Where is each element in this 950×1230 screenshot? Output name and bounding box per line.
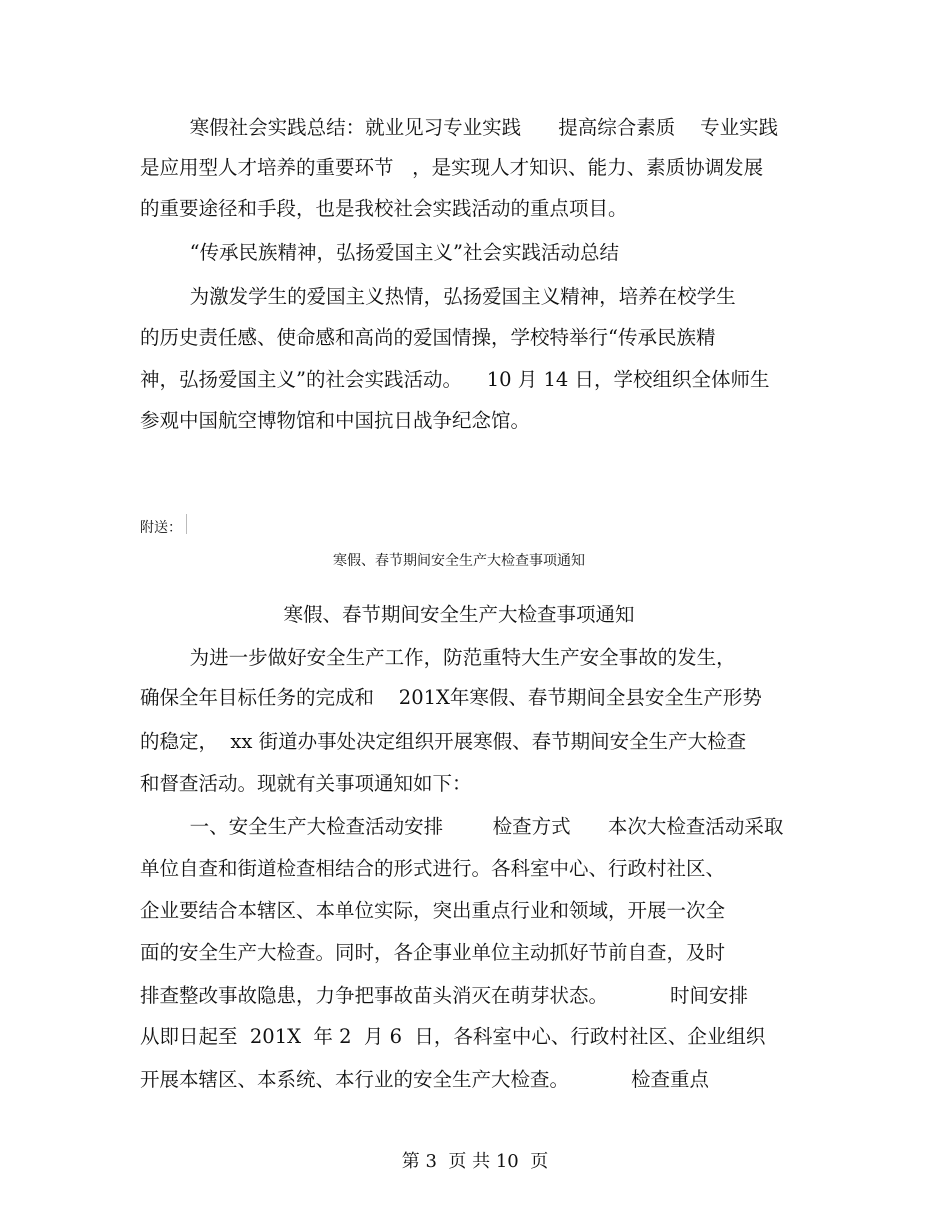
paragraph-line: 单位自查和街道检查相结合的形式进行。各科室中心、行政村社区、 (140, 857, 726, 880)
paragraph-line: 从即日起至 201X 年 2 月 6 日，各科室中心、行政村社区、企业组织 (140, 1025, 766, 1048)
paragraph-line: 和督查活动。现就有关事项通知如下： (140, 772, 472, 795)
paragraph-line: 为激发学生的爱国主义热情，弘扬爱国主义精神，培养在校学生 (140, 285, 736, 308)
paragraph-line: 参观中国航空博物馆和中国抗日战争纪念馆。 (140, 409, 531, 432)
paragraph-line: 的稳定， xx 街道办事处决定组织开展寒假、春节期间安全生产大检查 (140, 730, 747, 753)
paragraph-line: 的重要途径和手段，也是我校社会实践活动的重点项目。 (140, 197, 628, 220)
paragraph-line: 面的安全生产大检查。同时，各企事业单位主动抓好节前自查，及时 (140, 941, 726, 964)
paragraph-line: 一、安全生产大检查活动安排 检查方式 本次大检查活动采取 (140, 815, 784, 838)
paragraph-line: 开展本辖区、本系统、本行业的安全生产大检查。 检查重点 (140, 1068, 709, 1091)
paragraph-line: 神，弘扬爱国主义”的社会实践活动。 10 月 14 日，学校组织全体师生 (140, 368, 770, 391)
paragraph-line: 企业要结合本辖区、本单位实际，突出重点行业和领域，开展一次全 (140, 899, 726, 922)
section-heading: “传承民族精神，弘扬爱国主义”社会实践活动总结 (140, 241, 620, 264)
paragraph-line: 的历史责任感、使命感和高尚的爱国情操，学校特举行“传承民族精 (140, 326, 716, 349)
paragraph-line: 排查整改事故隐患，力争把事故苗头消灭在萌芽状态。 时间安排 (140, 984, 748, 1007)
paragraph-line: 为进一步做好安全生产工作，防范重特大生产安全事故的发生， (140, 646, 736, 669)
paragraph-line: 是应用型人才培养的重要环节 ，是实现人才知识、能力、素质协调发展 (140, 156, 764, 179)
paragraph-line: 寒假社会实践总结：就业见习专业实践 提高综合素质 专业实践 (140, 116, 779, 139)
divider (186, 514, 187, 534)
small-title: 寒假、春节期间安全生产大检查事项通知 (333, 553, 585, 569)
main-title: 寒假、春节期间安全生产大检查事项通知 (283, 603, 635, 626)
paragraph-line: 确保全年目标任务的完成和 201X年寒假、春节期间全县安全生产形势 (140, 686, 762, 709)
appendix-label: 附送： (140, 520, 182, 536)
page-footer: 第 3 页 共 10 页 (401, 1151, 549, 1172)
